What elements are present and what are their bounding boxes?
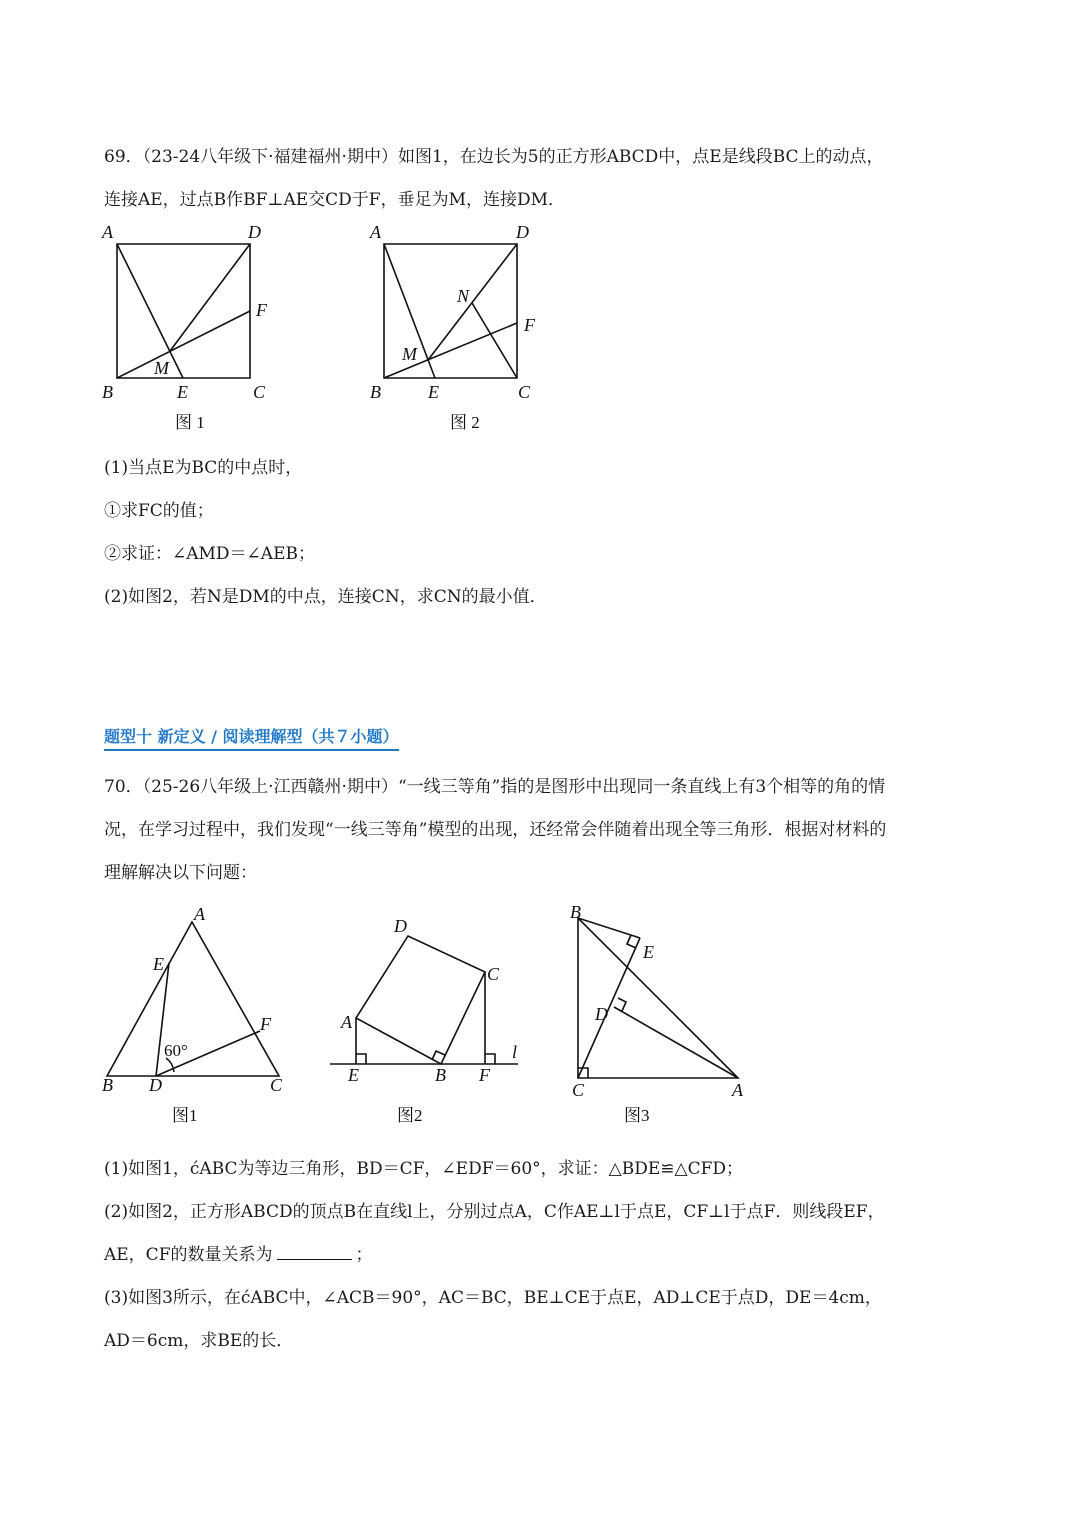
q70-figure-2 <box>328 900 528 1130</box>
label-E: E <box>348 1065 359 1085</box>
angle-60: 60° <box>164 1041 188 1060</box>
label-l: l <box>512 1042 518 1062</box>
q70-part2-a: (2)如图2，正方形ABCD的顶点B在直线l上，分别过点A，C作AE⊥l于点E，CF⊥l于点F．则线段EF， <box>104 1202 885 1222</box>
label-D: D <box>394 916 407 936</box>
label-D: D <box>248 222 261 242</box>
q70-part3-a: (3)如图3所示，在ćABC中，∠ACB＝90°，AC＝BC，BE⊥CE于点E，AD⊥CE于点D，DE＝4cm， <box>104 1288 882 1308</box>
label-E: E <box>428 382 439 402</box>
label-B: B <box>570 902 581 922</box>
label-C: C <box>253 382 266 402</box>
q70-line1: 70．（25-26八年级上·江西赣州·期中）“一线三等角”指的是图形中出现同一条直线上有3个相等的角的情 <box>104 777 886 797</box>
label-M: M <box>402 344 417 364</box>
q70-figure-3 <box>560 900 760 1130</box>
label-E: E <box>643 942 654 962</box>
q70-line2: 况，在学习过程中，我们发现“一线三等角”模型的出现，还经常会伴随着出现全等三角形．根据对材料的 <box>104 820 887 840</box>
q70-fig3-caption: 图3 <box>624 1106 650 1125</box>
label-A: A <box>194 904 205 924</box>
label-F: F <box>256 300 267 320</box>
label-D: D <box>516 222 529 242</box>
label-A: A <box>102 222 113 242</box>
q69-part1-a: ①求FC的值； <box>104 501 214 521</box>
label-F: F <box>260 1014 271 1034</box>
label-E: E <box>177 382 188 402</box>
label-A: A <box>370 222 381 242</box>
label-C: C <box>572 1080 585 1100</box>
label-B: B <box>102 1075 113 1095</box>
label-B: B <box>102 382 113 402</box>
q70-part1: (1)如图1，ćABC为等边三角形，BD＝CF，∠EDF＝60°，求证：△BDE≌△CFD； <box>104 1159 744 1179</box>
label-M: M <box>154 358 169 378</box>
q70-part2-b-text: AE，CF的数量关系为 <box>104 1245 273 1265</box>
label-D: D <box>149 1075 162 1095</box>
q69-figure-1 <box>100 220 280 440</box>
label-F: F <box>479 1065 490 1085</box>
q70-fig1-caption: 图1 <box>172 1106 198 1125</box>
answer-blank <box>277 1259 352 1260</box>
q70-part3-b: AD＝6cm，求BE的长． <box>104 1331 294 1351</box>
q70-part2-b-end: ； <box>355 1245 373 1265</box>
q70-part2-b <box>104 1240 373 1265</box>
label-N: N <box>457 286 470 306</box>
label-C: C <box>518 382 531 402</box>
q69-part2: (2)如图2，若N是DM的中点，连接CN，求CN的最小值． <box>104 587 547 607</box>
q69-line2: 连接AE，过点B作BF⊥AE交CD于F，垂足为M，连接DM． <box>104 190 566 210</box>
q69-part1: (1)当点E为BC的中点时， <box>104 458 303 478</box>
q69-figure-2 <box>368 220 548 440</box>
label-B: B <box>370 382 381 402</box>
label-F: F <box>524 315 535 335</box>
q70-line3: 理解解决以下问题： <box>104 863 257 883</box>
label-C: C <box>487 964 500 984</box>
q69-fig1-caption: 图 1 <box>175 413 205 432</box>
q69-fig2-caption: 图 2 <box>450 413 480 432</box>
label-B: B <box>435 1065 446 1085</box>
label-E: E <box>153 954 164 974</box>
q69-part1-b: ②求证：∠AMD＝∠AEB； <box>104 544 315 564</box>
q70-figure-1 <box>100 900 300 1130</box>
label-A: A <box>732 1080 743 1100</box>
q70-fig2-caption: 图2 <box>397 1106 423 1125</box>
section-title: 题型十 新定义 / 阅读理解型（共７小题） <box>104 724 399 751</box>
label-D: D <box>595 1004 608 1024</box>
label-A: A <box>341 1012 352 1032</box>
q69-line1: 69．（23-24八年级下·福建福州·期中）如图1，在边长为5的正方形ABCD中，点E是线段BC上的动点， <box>104 147 884 167</box>
label-C: C <box>270 1075 283 1095</box>
